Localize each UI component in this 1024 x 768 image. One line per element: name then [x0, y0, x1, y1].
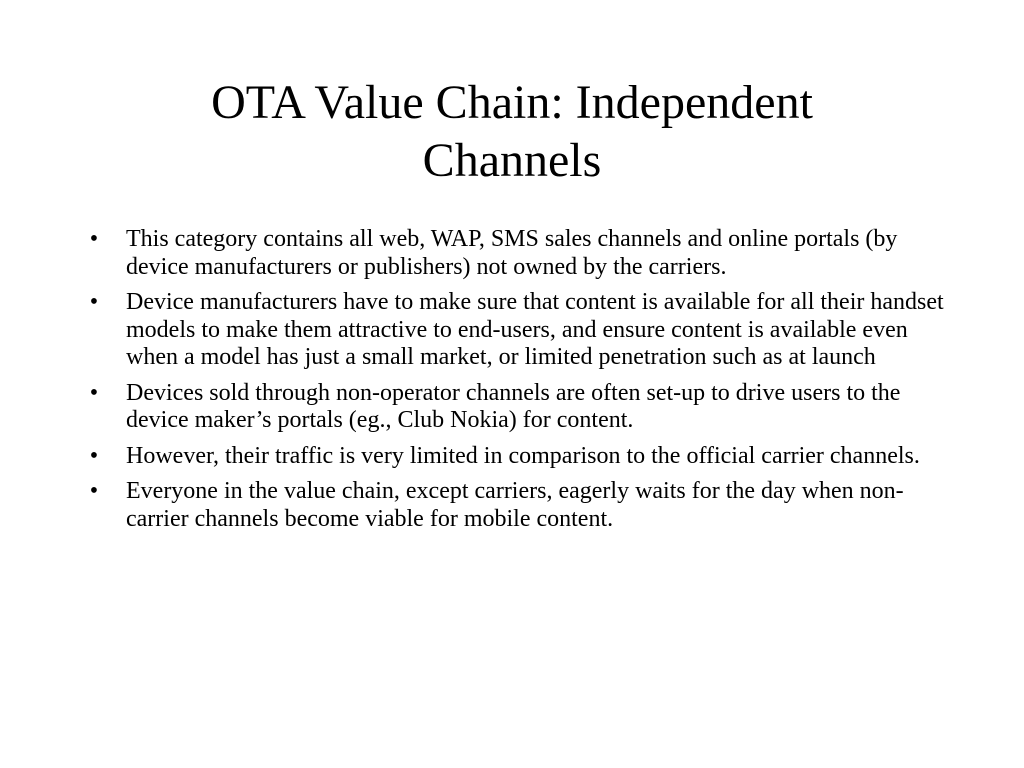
- bullet-item: [84, 380, 944, 435]
- bullet-text: Device manufacturers have to make sure that content is available for all their handset models to make them attractive to end-users, and ensure content is available even when a model has just a small market, or limited penetration such as at launch: [126, 289, 944, 370]
- slide-title-line-1: OTA Value Chain: Independent: [211, 76, 813, 129]
- bullet-text: Everyone in the value chain, except carriers, eagerly waits for the day when non-carrier channels become viable for mobile content.: [126, 478, 904, 532]
- bullet-marker: •: [89, 442, 99, 469]
- slide-title-line-2: Channels: [422, 134, 602, 187]
- bullet-item: [84, 478, 944, 533]
- bullet-marker: •: [89, 289, 99, 315]
- bullet-text: This category contains all web, WAP, SMS sales channels and online portals (by device manufacturers or publishers) not owned by the carriers.: [126, 226, 898, 280]
- bullet-marker: •: [89, 478, 99, 504]
- bullet-item: [84, 226, 944, 281]
- bullet-text: However, their traffic is very limited in comparison to the official carrier channels.: [126, 442, 920, 469]
- bullet-text: Devices sold through non-operator channels are often set-up to drive users to the device maker’s portals (eg., Club Nokia) for content.: [126, 379, 901, 433]
- bullet-item: [84, 289, 944, 372]
- bullet-marker: •: [89, 379, 99, 406]
- bullet-marker: •: [89, 226, 99, 252]
- bullet-list: [84, 226, 944, 541]
- slide-title: [80, 74, 944, 190]
- bullet-item: [84, 443, 944, 471]
